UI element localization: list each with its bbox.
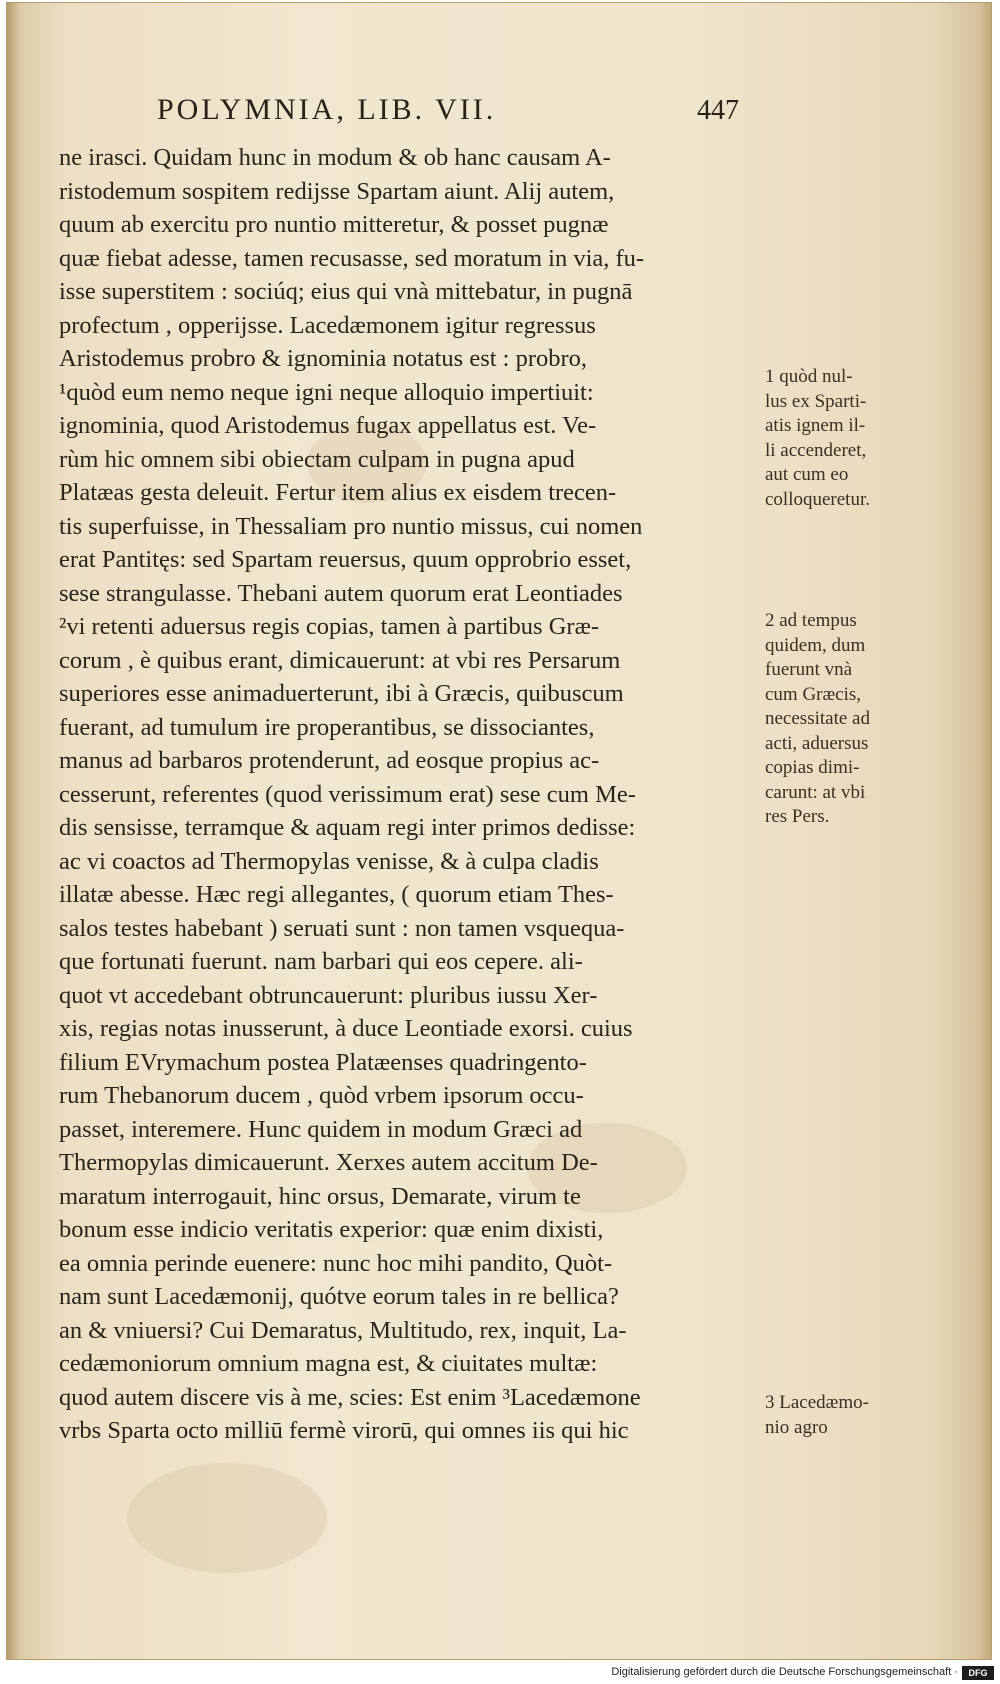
text-line: manus ad barbaros protenderunt, ad eosque propius ac- xyxy=(59,747,600,774)
text-line: bonum esse indicio veritatis experior: quæ enim dixisti, xyxy=(59,1216,604,1243)
text-line: quot vt accedebant obtruncauerunt: pluribus iussu Xer- xyxy=(59,981,598,1009)
funding-credit: Digitalisierung gefördert durch die Deutsche Forschungsgemeinschaft · xyxy=(611,1666,958,1678)
margin-note-line: 1 quòd nul- xyxy=(765,366,853,387)
margin-note-line: res Pers. xyxy=(765,806,830,827)
text-line: an & vniuersi? Cui Demaratus, Multitudo, rex, inquit, La- xyxy=(59,1316,627,1344)
margin-note-line: carunt: at vbi xyxy=(765,781,866,803)
text-line: filium EVrymachum postea Platæenses quadringento- xyxy=(59,1048,587,1076)
text-line: corum , è quibus erant, dimicauerunt: at vbi res Persarum xyxy=(59,646,621,674)
text-line: salos testes habebant ) seruati sunt : non tamen vsquequa- xyxy=(59,914,625,942)
margin-note-line: nio agro xyxy=(765,1416,828,1438)
text-line: maratum interrogauit, hinc orsus, Demarate, virum te xyxy=(59,1182,581,1210)
margin-note-line: aut cum eo xyxy=(765,464,849,485)
text-line: quum ab exercitu pro nuntio mitteretur, & posset pugnæ xyxy=(59,211,609,238)
text-line: ristodemum sospitem redijsse Spartam aiunt. Alij autem, xyxy=(59,177,615,205)
text-line: ea omnia perinde euenere: nunc hoc mihi pandito, Quòt- xyxy=(59,1249,613,1277)
text-line: fuerant, ad tumulum ire properantibus, se dissociantes, xyxy=(59,713,595,741)
margin-note-line: 2 ad tempus xyxy=(765,610,857,631)
text-line: tis superfuisse, in Thessaliam pro nuntio missus, cui nomen xyxy=(59,512,643,540)
text-line: que fortunati fuerunt. nam barbari qui eos cepere. ali- xyxy=(59,948,583,975)
margin-note-line: acti, aduersus xyxy=(765,732,869,754)
book-page xyxy=(6,2,992,1660)
margin-note-line: lus ex Sparti- xyxy=(765,390,867,412)
margin-note-line: copias dimi- xyxy=(765,757,860,778)
text-line: cedæmoniorum omnium magna est, & ciuitates multæ: xyxy=(59,1350,598,1377)
margin-note-line: quidem, dum xyxy=(765,634,866,656)
text-line: rùm hic omnem sibi obiectam culpam in pugna apud xyxy=(59,445,575,473)
text-line: Platæas gesta deleuit. Fertur item alius ex eisdem trecen- xyxy=(59,479,617,506)
dfg-logo: DFG xyxy=(962,1666,994,1680)
text-line: ac vi coactos ad Thermopylas venisse, & à culpa cladis xyxy=(59,847,599,875)
text-line: cesserunt, referentes (quod verissimum erat) sese cum Me- xyxy=(59,780,636,808)
running-head: POLYMNIA, LIB. VII. xyxy=(157,93,497,126)
text-line: profectum , opperijsse. Lacedæmonem igitur regressus xyxy=(59,311,596,339)
text-line: xis, regias notas inusserunt, à duce Leontiade exorsi. cuius xyxy=(59,1015,633,1042)
text-line: vrbs Sparta octo milliū fermè virorū, qui omnes iis qui hic xyxy=(59,1417,629,1444)
text-line: quod autem discere vis à me, scies: Est enim ³Lacedæmone xyxy=(59,1383,641,1411)
gutter-shadow xyxy=(7,3,21,1659)
footer-bar xyxy=(0,1664,1000,1684)
text-line: ²vi retenti aduersus regis copias, tamen à partibus Græ- xyxy=(59,613,600,640)
margin-note-1 xyxy=(765,365,915,512)
text-line: isse superstitem : sociúq; eius qui vnà mittebatur, in pugnā xyxy=(59,278,633,305)
text-line: Aristodemus probro & ignominia notatus est : probro, xyxy=(59,345,588,372)
text-line: erat Pantitęs: sed Spartam reuersus, quum opprobrio esset, xyxy=(59,546,632,573)
margin-note-line: cum Græcis, xyxy=(765,683,862,705)
page-edge-shadow xyxy=(979,3,991,1659)
margin-note-line: atis ignem il- xyxy=(765,415,866,436)
text-line: superiores esse animaduerterunt, ibi à Græcis, quibuscum xyxy=(59,680,624,707)
margin-note-line: colloqueretur. xyxy=(765,488,870,510)
margin-note-line: li accenderet, xyxy=(765,439,867,461)
margin-note-line: fuerunt vnà xyxy=(765,659,853,680)
margin-note-line: necessitate ad xyxy=(765,708,870,729)
text-line: ¹quòd eum nemo neque igni neque alloquio impertiuit: xyxy=(59,378,594,406)
text-line: Thermopylas dimicauerunt. Xerxes autem accitum De- xyxy=(59,1149,598,1176)
text-line: illatæ abesse. Hæc regi allegantes, ( quorum etiam Thes- xyxy=(59,881,614,908)
text-line: dis sensisse, terramque & aquam regi inter primos dedisse: xyxy=(59,814,636,841)
margin-note-2 xyxy=(765,609,915,830)
page-number: 447 xyxy=(697,95,739,126)
text-line: ignominia, quod Aristodemus fugax appellatus est. Ve- xyxy=(59,412,597,439)
text-line: nam sunt Lacedæmonij, quótve eorum tales in re bellica? xyxy=(59,1283,619,1310)
text-line: passet, interemere. Hunc quidem in modum Græci ad xyxy=(59,1115,583,1143)
margin-note-line: 3 Lacedæmo- xyxy=(765,1392,869,1413)
text-line: sese strangulasse. Thebani autem quorum erat Leontiades xyxy=(59,579,623,607)
body-text xyxy=(59,141,759,1448)
text-line: ne irasci. Quidam hunc in modum & ob hanc causam A- xyxy=(59,144,611,171)
paper-stain xyxy=(127,1463,327,1573)
margin-note-3 xyxy=(765,1391,915,1440)
text-line: quæ fiebat adesse, tamen recusasse, sed moratum in via, fu- xyxy=(59,244,645,272)
text-line: rum Thebanorum ducem , quòd vrbem ipsorum occu- xyxy=(59,1082,584,1109)
